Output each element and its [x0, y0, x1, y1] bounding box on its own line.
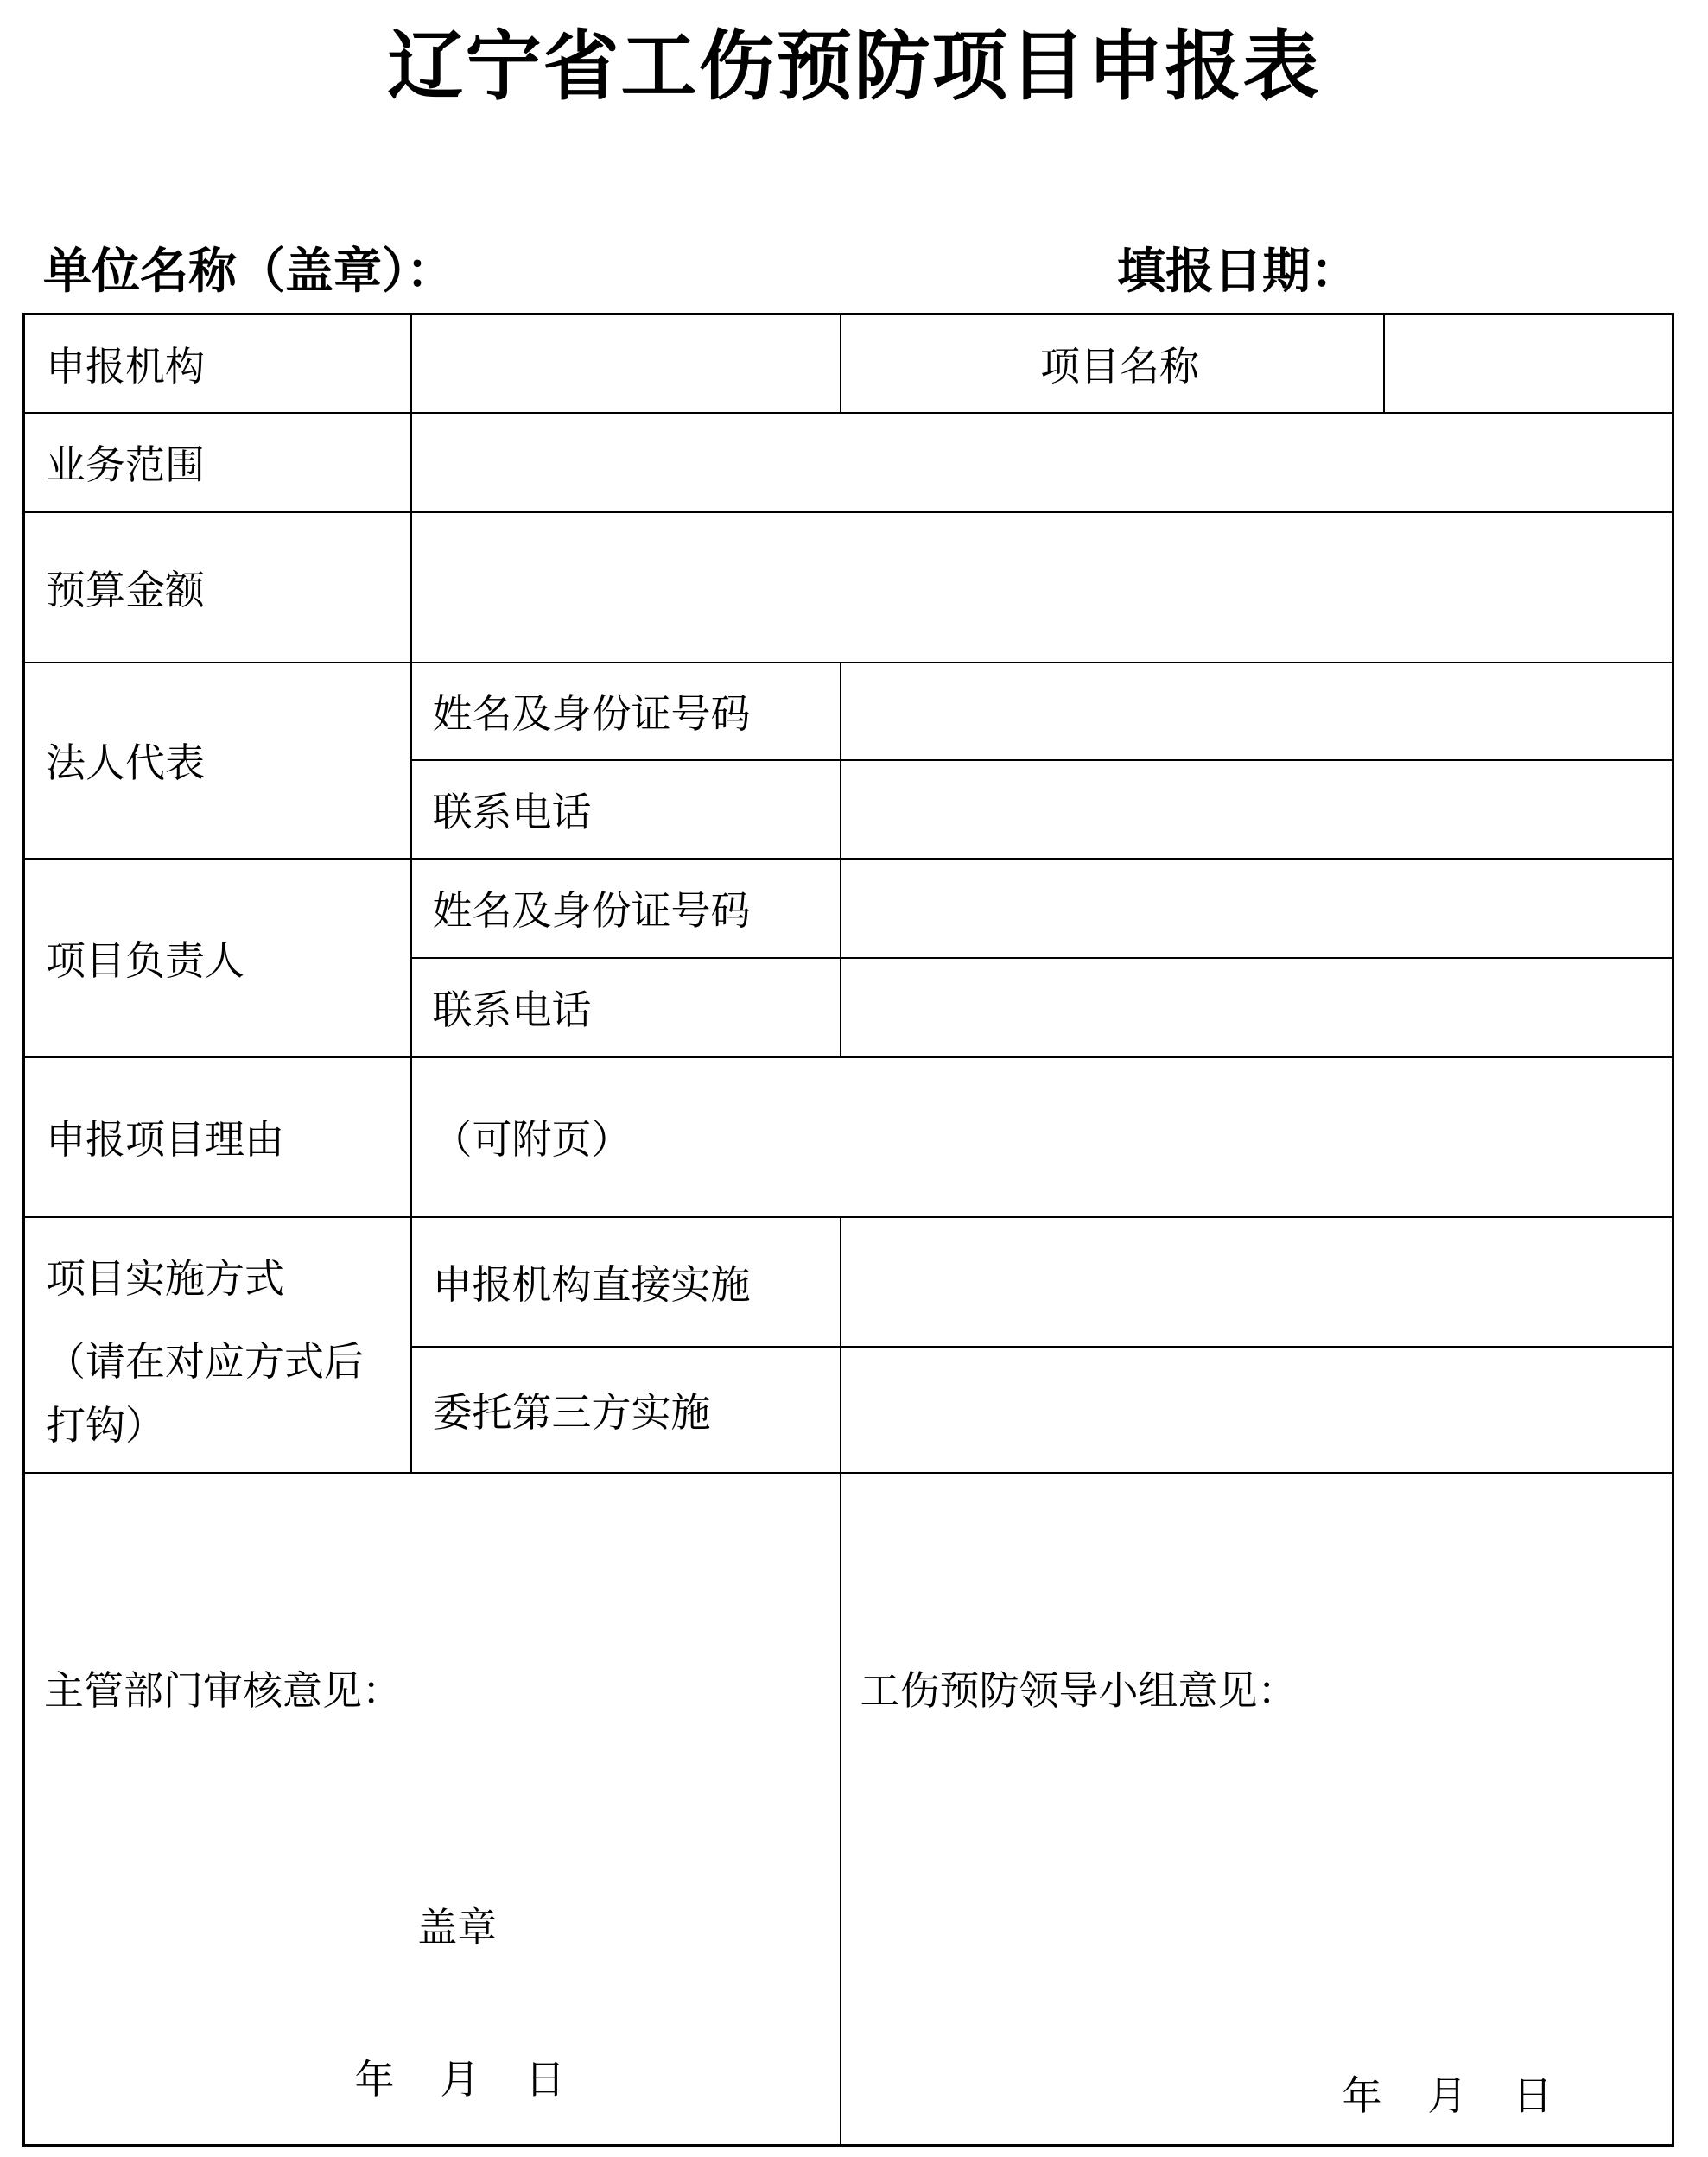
impl-third-party-check-cell[interactable]	[841, 1347, 1673, 1473]
budget-label: 预算金额	[24, 512, 411, 663]
project-leader-name-id-value-cell[interactable]	[841, 859, 1673, 958]
project-name-value-cell[interactable]	[1384, 314, 1673, 413]
legal-rep-label: 法人代表	[24, 663, 411, 859]
seal-label: 盖章	[417, 1904, 498, 1950]
unit-name-label: 单位名称（盖章）：	[43, 244, 454, 298]
application-form-table	[22, 313, 1674, 2147]
leader-group-opinion-label: 工伤预防领导小组意见：	[860, 1667, 1298, 1713]
fill-date-label: 填报日期：	[1117, 244, 1359, 298]
row-leader-name-id	[24, 859, 1673, 958]
impl-direct-check-cell[interactable]	[841, 1217, 1673, 1347]
dept-opinion-label: 主管部门审核意见：	[44, 1667, 402, 1713]
reason-label: 申报项目理由	[24, 1057, 411, 1217]
project-leader-label: 项目负责人	[24, 859, 411, 1057]
impl-method-label-line1: 项目实施方式	[46, 1255, 284, 1301]
row-impl-direct	[24, 1217, 1673, 1347]
row-budget	[24, 512, 1673, 663]
leader-group-opinion-cell[interactable]	[841, 1473, 1673, 2146]
reason-value-cell[interactable]	[411, 1057, 1673, 1217]
row-reason	[24, 1057, 1673, 1217]
group-date-label: 年 月 日	[1342, 2072, 1552, 2118]
row-legal-rep-name-id	[24, 663, 1673, 760]
row-business-scope	[24, 413, 1673, 512]
reason-hint: （可附页）	[432, 1117, 632, 1162]
legal-rep-phone-value-cell[interactable]	[841, 760, 1673, 859]
impl-method-label	[24, 1217, 411, 1473]
project-leader-phone-label: 联系电话	[411, 958, 841, 1057]
dept-opinion-cell[interactable]	[24, 1473, 841, 2146]
legal-rep-phone-label: 联系电话	[411, 760, 841, 859]
declaring-org-value-cell[interactable]	[411, 314, 841, 413]
impl-method-label-line2: （请在对应方式后	[46, 1338, 364, 1384]
dept-date-label: 年 月 日	[354, 2056, 566, 2102]
project-leader-name-id-label: 姓名及身份证号码	[411, 859, 841, 958]
declaring-org-label: 申报机构	[24, 314, 411, 413]
impl-direct-label: 申报机构直接实施	[411, 1217, 841, 1347]
header-line	[0, 233, 1708, 298]
legal-rep-name-id-value-cell[interactable]	[841, 663, 1673, 760]
page-title: 辽宁省工伤预防项目申报表	[387, 21, 1321, 111]
project-name-label: 项目名称	[841, 314, 1384, 413]
row-declaring-org	[24, 314, 1673, 413]
budget-value-cell[interactable]	[411, 512, 1673, 663]
legal-rep-name-id-label: 姓名及身份证号码	[411, 663, 841, 760]
row-opinions	[24, 1473, 1673, 2146]
business-scope-label: 业务范围	[24, 413, 411, 512]
business-scope-value-cell[interactable]	[411, 413, 1673, 512]
project-leader-phone-value-cell[interactable]	[841, 958, 1673, 1057]
impl-method-label-line3: 打钩）	[46, 1402, 165, 1448]
impl-third-party-label: 委托第三方实施	[411, 1347, 841, 1473]
